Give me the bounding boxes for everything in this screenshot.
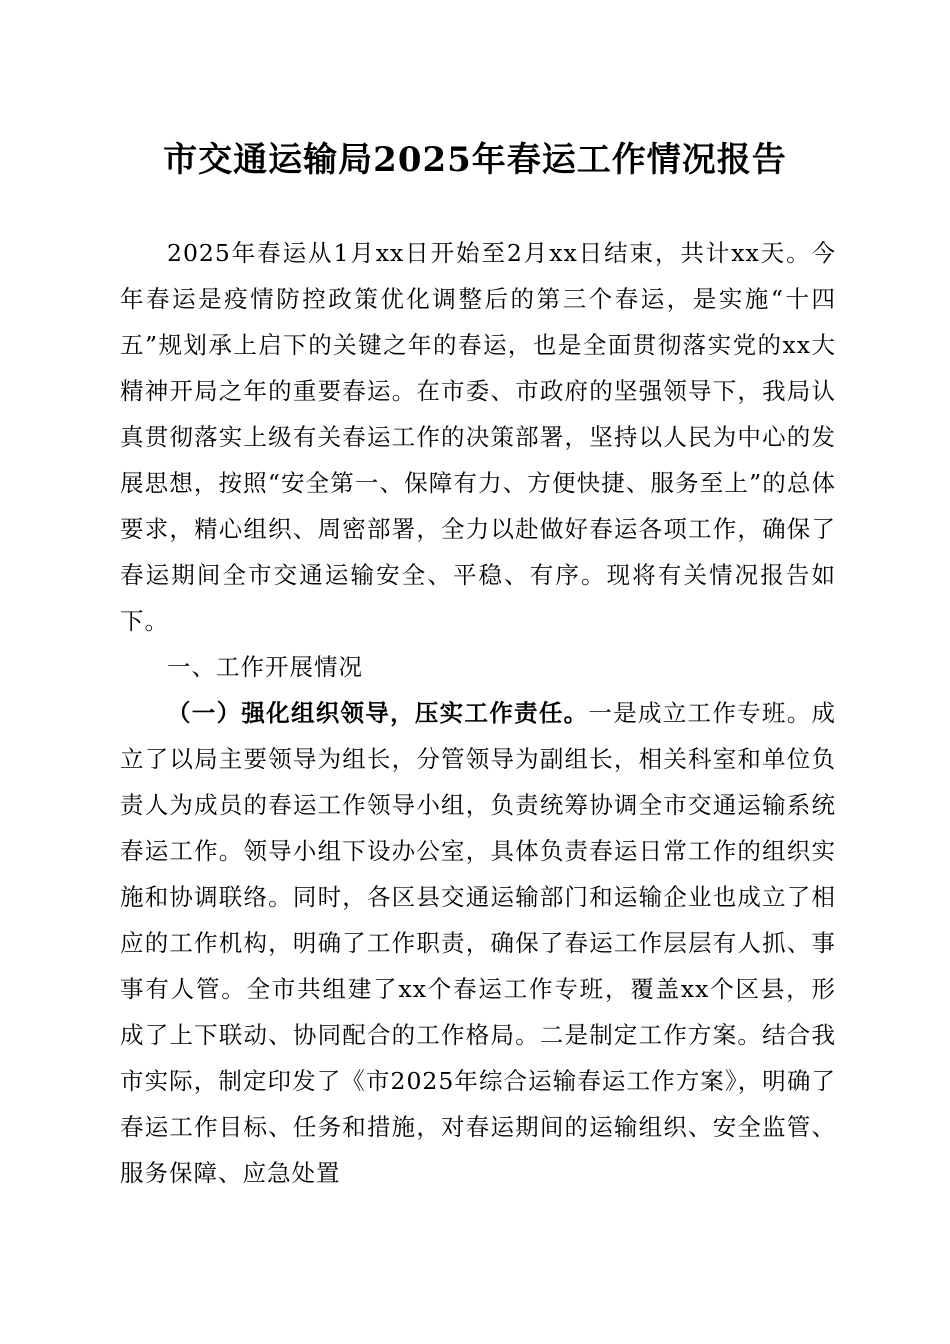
document-title: 市交通运输局2025年春运工作情况报告 — [163, 140, 787, 180]
subsection-text: 一是成立工作专班。成立了以局主要领导为组长，分管领导为副组长，相关科室和单位负责人为成员的春运工作领导小组，负责统筹协调全市交通运输系统春运工作。领导小组下设办公室，具体负责春运日常工作的组织实施和协调联络。同时，各区县交通运输部门和运输企业也成立了相应的工作机构，明确了工作职责，确保了春运工作层层有人抓、事事有人管。全市共组建了xx个春运工作专班，覆盖xx个区县，形成了上下联动、协同配合的工作格局。二是制定工作方案。结合我市实际，制定印发了《市2025年综合运输春运工作方案》，明确了春运工作目标、任务和措施，对春运期间的运输组织、安全监管、服务保障、应急处置 — [120, 699, 837, 1187]
subsection-paragraph — [120, 690, 836, 1196]
intro-paragraph: 2025年春运从1月xx日开始至2月xx日结束，共计xx天。今年春运是疫情防控政策优化调整后的第三个春运，是实施“十四五”规划承上启下的关键之年的春运，也是全面贯彻落实党的xx大精神开局之年的重要春运。在市委、市政府的坚强领导下，我局认真贯彻落实上级有关春运工作的决策部署，坚持以人民为中心的发展思想，按照“安全第一、保障有力、方便快捷、服务至上”的总体要求，精心组织、周密部署，全力以赴做好春运各项工作，确保了春运期间全市交通运输安全、平稳、有序。现将有关情况报告如下。 — [120, 239, 836, 635]
section-heading: 一、工作开展情况 — [167, 653, 363, 681]
subsection-heading: （一）强化组织领导，压实工作责任。 — [167, 699, 589, 727]
document-body — [120, 230, 836, 1196]
